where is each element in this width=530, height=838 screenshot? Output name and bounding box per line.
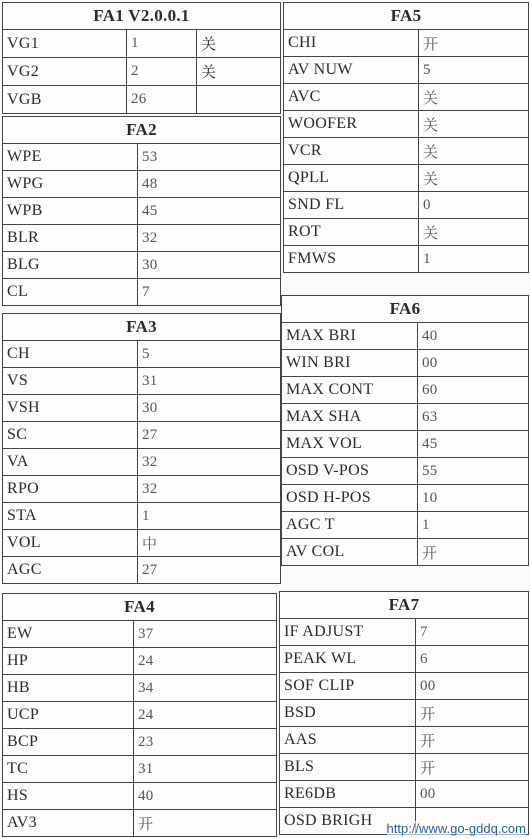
- param-value: 30: [138, 252, 281, 279]
- param-name: STA: [3, 503, 138, 530]
- table-row: [3, 58, 281, 86]
- param-value: 0: [419, 192, 529, 219]
- param-name: OSD BRIGH: [280, 808, 416, 835]
- param-name: WPB: [3, 198, 138, 225]
- fa7-table: [279, 591, 529, 835]
- table-row: [3, 279, 281, 306]
- table-row: [280, 727, 529, 754]
- param-value: 53: [138, 144, 281, 171]
- param-value: 00: [416, 781, 529, 808]
- param-value: 开: [134, 810, 277, 837]
- param-name: VA: [3, 449, 138, 476]
- param-value: 55: [418, 458, 529, 485]
- table-row: [282, 404, 529, 431]
- fa6-title: FA6: [282, 296, 529, 323]
- param-value: 32: [138, 476, 281, 503]
- param-value: 40: [134, 783, 277, 810]
- param-value: 27: [138, 422, 281, 449]
- fa2-table: [2, 116, 281, 306]
- fa4-title: FA4: [3, 594, 277, 621]
- param-name: SC: [3, 422, 138, 449]
- table-row: [280, 700, 529, 727]
- param-name: AV COL: [282, 539, 418, 566]
- table-row: [3, 810, 277, 837]
- param-value: 27: [138, 557, 281, 584]
- table-row: [280, 619, 529, 646]
- table-row: [3, 144, 281, 171]
- table-row: [284, 30, 529, 57]
- fa3-title: FA3: [3, 314, 281, 341]
- table-row: [3, 476, 281, 503]
- param-name: QPLL: [284, 165, 419, 192]
- param-name: TC: [3, 756, 134, 783]
- param-name: EW: [3, 621, 134, 648]
- table-row: [282, 485, 529, 512]
- param-name: WOOFER: [284, 111, 419, 138]
- table-row: [282, 539, 529, 566]
- param-value: 关: [419, 111, 529, 138]
- param-name: VG1: [3, 30, 127, 58]
- param-name: AGC T: [282, 512, 418, 539]
- param-value: 6: [416, 646, 529, 673]
- param-name: ROT: [284, 219, 419, 246]
- param-name: UCP: [3, 702, 134, 729]
- fa6-table: [281, 295, 529, 566]
- fa4-table: [2, 593, 277, 837]
- param-name: MAX VOL: [282, 431, 418, 458]
- param-value: 1: [127, 30, 197, 58]
- param-name: AV NUW: [284, 57, 419, 84]
- param-value: 37: [134, 621, 277, 648]
- param-value: 中: [138, 530, 281, 557]
- fa5-table: [283, 2, 529, 273]
- param-extra: [197, 86, 281, 114]
- param-name: WIN BRI: [282, 350, 418, 377]
- table-row: [284, 138, 529, 165]
- param-name: SND FL: [284, 192, 419, 219]
- param-name: MAX SHA: [282, 404, 418, 431]
- param-name: VOL: [3, 530, 138, 557]
- param-value: 7: [138, 279, 281, 306]
- table-row: [3, 557, 281, 584]
- table-row: [3, 171, 281, 198]
- table-row: [3, 449, 281, 476]
- param-name: WPE: [3, 144, 138, 171]
- param-name: FMWS: [284, 246, 419, 273]
- param-name: HB: [3, 675, 134, 702]
- param-name: RE6DB: [280, 781, 416, 808]
- param-name: VCR: [284, 138, 419, 165]
- param-name: OSD V-POS: [282, 458, 418, 485]
- table-row: [284, 192, 529, 219]
- table-row: [282, 350, 529, 377]
- param-value: 5: [419, 57, 529, 84]
- param-value: 23: [134, 729, 277, 756]
- param-value: 1: [138, 503, 281, 530]
- table-row: [3, 198, 281, 225]
- param-value: 31: [138, 368, 281, 395]
- param-value: 24: [134, 702, 277, 729]
- param-value: 00: [418, 350, 529, 377]
- param-value: 2: [127, 58, 197, 86]
- param-value: 32: [138, 449, 281, 476]
- param-name: AVC: [284, 84, 419, 111]
- table-row: [282, 431, 529, 458]
- param-value: 关: [419, 219, 529, 246]
- table-row: [3, 702, 277, 729]
- watermark: http://www.go-gddq.com: [386, 821, 526, 836]
- param-value: 1: [419, 246, 529, 273]
- param-name: AV3: [3, 810, 134, 837]
- table-row: [3, 395, 281, 422]
- param-name: PEAK WL: [280, 646, 416, 673]
- param-name: MAX BRI: [282, 323, 418, 350]
- table-row: [3, 252, 281, 279]
- param-extra: 关: [197, 30, 281, 58]
- param-value: 00: [416, 673, 529, 700]
- table-row: [284, 219, 529, 246]
- table-row: [280, 673, 529, 700]
- param-value: 63: [418, 404, 529, 431]
- param-name: VSH: [3, 395, 138, 422]
- param-value: 34: [134, 675, 277, 702]
- param-name: AGC: [3, 557, 138, 584]
- fa5-title: FA5: [284, 3, 529, 30]
- param-name: CH: [3, 341, 138, 368]
- table-row: [3, 503, 281, 530]
- table-row: [3, 729, 277, 756]
- table-row: [3, 341, 281, 368]
- param-value: 7: [416, 619, 529, 646]
- param-name: BLR: [3, 225, 138, 252]
- param-value: 5: [138, 341, 281, 368]
- param-value: 1: [418, 512, 529, 539]
- table-row: [3, 86, 281, 114]
- fa3-table: [2, 313, 281, 584]
- fa1-table: [2, 2, 281, 114]
- param-value: 开: [416, 727, 529, 754]
- param-name: BSD: [280, 700, 416, 727]
- table-row: [3, 756, 277, 783]
- table-row: [280, 781, 529, 808]
- table-row: [3, 675, 277, 702]
- param-name: BCP: [3, 729, 134, 756]
- param-name: VG2: [3, 58, 127, 86]
- table-row: [3, 30, 281, 58]
- param-value: 26: [127, 86, 197, 114]
- table-row: [282, 377, 529, 404]
- table-row: [284, 84, 529, 111]
- table-row: [3, 225, 281, 252]
- param-extra: 关: [197, 58, 281, 86]
- table-row: [284, 57, 529, 84]
- param-name: HS: [3, 783, 134, 810]
- table-row: [3, 783, 277, 810]
- param-name: CL: [3, 279, 138, 306]
- param-name: MAX CONT: [282, 377, 418, 404]
- param-name: IF ADJUST: [280, 619, 416, 646]
- table-row: [282, 323, 529, 350]
- table-row: [3, 530, 281, 557]
- param-value: 关: [419, 165, 529, 192]
- param-value: 开: [418, 539, 529, 566]
- param-name: WPG: [3, 171, 138, 198]
- param-value: 45: [418, 431, 529, 458]
- table-row: [284, 246, 529, 273]
- param-value: 24: [134, 648, 277, 675]
- table-row: [3, 648, 277, 675]
- param-value: 10: [418, 485, 529, 512]
- table-row: [282, 458, 529, 485]
- param-value: 32: [138, 225, 281, 252]
- param-value: 45: [138, 198, 281, 225]
- param-value: 关: [419, 84, 529, 111]
- param-name: BLS: [280, 754, 416, 781]
- table-row: [280, 646, 529, 673]
- param-value: 60: [418, 377, 529, 404]
- table-row: [284, 165, 529, 192]
- table-row: [284, 111, 529, 138]
- param-value: 开: [416, 700, 529, 727]
- param-value: 48: [138, 171, 281, 198]
- table-row: [3, 621, 277, 648]
- table-row: [280, 754, 529, 781]
- param-name: VS: [3, 368, 138, 395]
- fa1-title: FA1 V2.0.0.1: [3, 3, 281, 30]
- param-name: CHI: [284, 30, 419, 57]
- param-name: SOF CLIP: [280, 673, 416, 700]
- param-name: HP: [3, 648, 134, 675]
- table-row: [3, 368, 281, 395]
- table-row: [282, 512, 529, 539]
- param-value: 31: [134, 756, 277, 783]
- param-name: BLG: [3, 252, 138, 279]
- param-value: 开: [419, 30, 529, 57]
- table-row: [3, 422, 281, 449]
- param-name: VGB: [3, 86, 127, 114]
- param-value: 开: [416, 754, 529, 781]
- fa7-title: FA7: [280, 592, 529, 619]
- param-value: 30: [138, 395, 281, 422]
- param-name: OSD H-POS: [282, 485, 418, 512]
- param-name: AAS: [280, 727, 416, 754]
- param-value: 关: [419, 138, 529, 165]
- param-value: 40: [418, 323, 529, 350]
- fa2-title: FA2: [3, 117, 281, 144]
- param-name: RPO: [3, 476, 138, 503]
